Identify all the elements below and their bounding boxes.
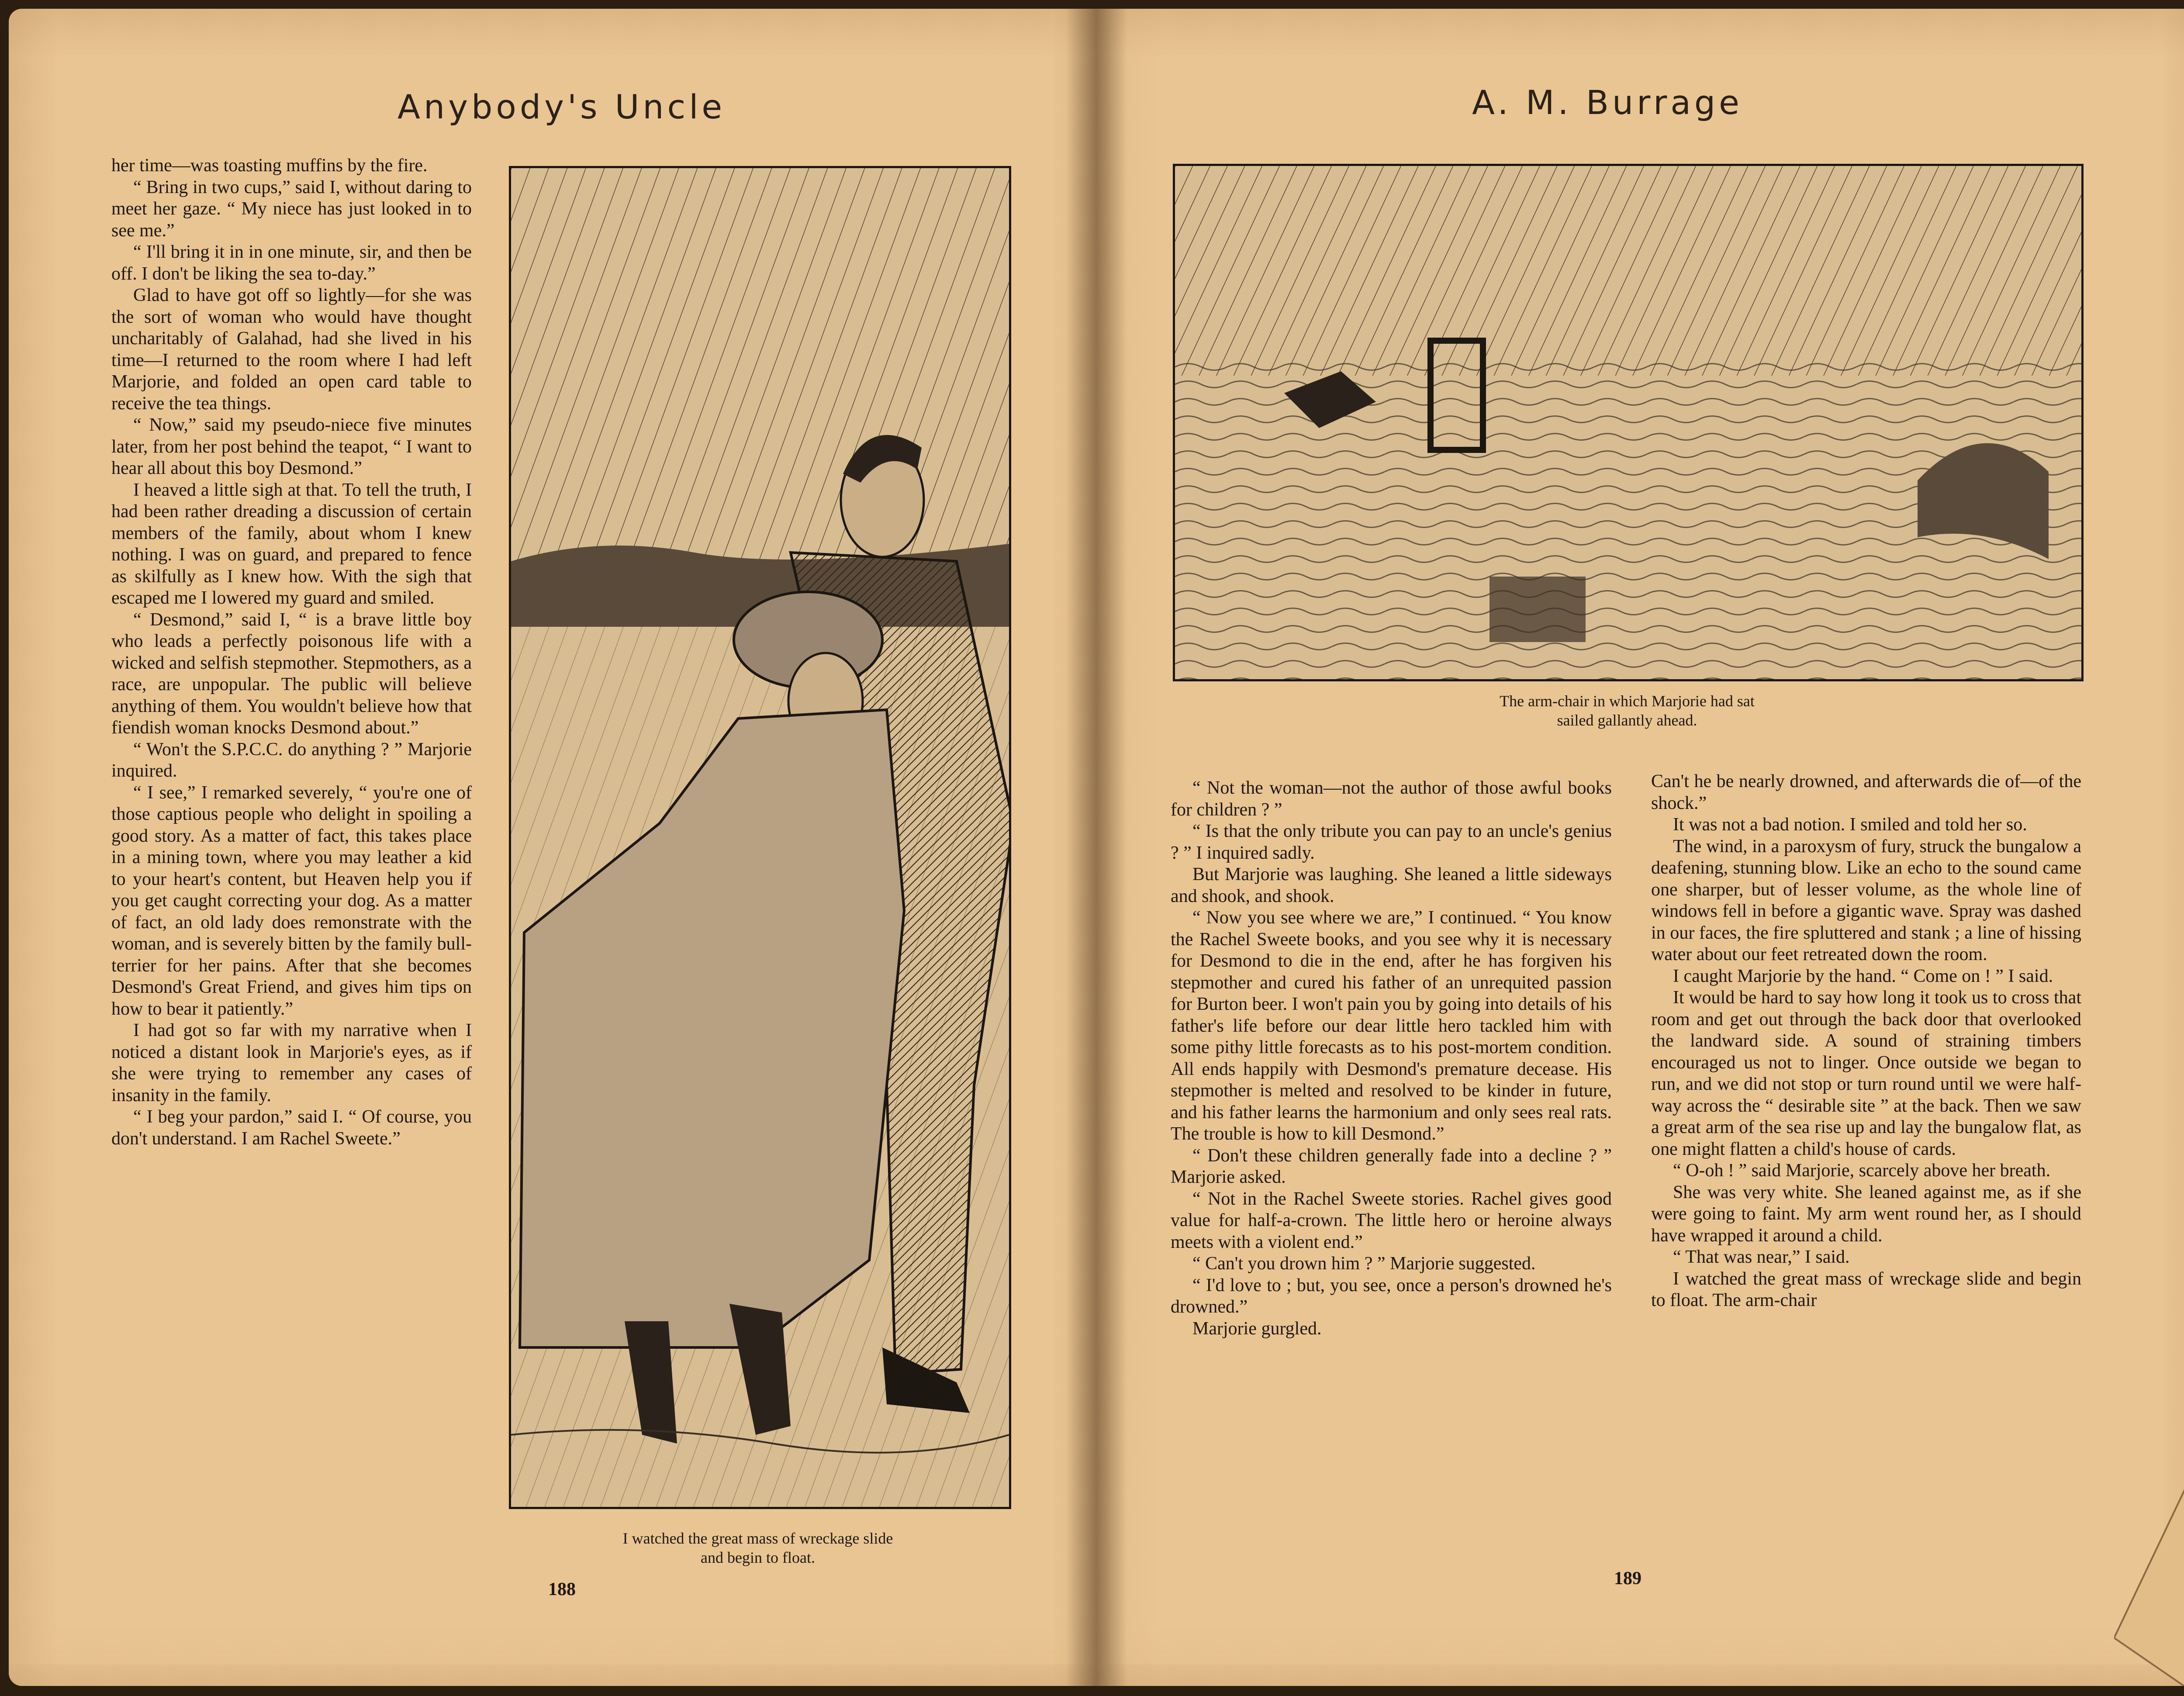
paragraph: “ O-oh ! ” said Marjorie, scarcely above her breath. xyxy=(1673,1161,2051,1181)
paragraph: “ I'll bring it in in one minute, sir, and then be off. I don't be liking the sea to-day.” xyxy=(111,242,472,284)
caption-line: sailed gallantly ahead. xyxy=(1557,712,1697,729)
paragraph: I caught Marjorie by the hand. “ Come on ! ” I said. xyxy=(1673,966,2053,986)
paragraph: “ I see,” I remarked severely, “ you're one of those captious people who delight in spoiling a good story. As a matter of fact, this takes place in a mining town, where you may leather a kid to your heart's content, but Heaven help you if you get caught correcting your dog. As a matter of fact, an old lady does remonstrate with the woman, and is severely bitten by the family bull-terrier for her pains. After that she becomes Desmond's Great Friend, and gives him tips on how to bear it patiently.” xyxy=(111,782,472,1019)
paragraph: She was very white. She leaned against me, as if she were going to faint. My arm went round her, as I should have wrapped it around a child. xyxy=(1651,1182,2081,1246)
caption-line: and begin to float. xyxy=(701,1549,815,1566)
paragraph: “ Bring in two cups,” said I, without daring to meet her gaze. “ My niece has just looked in to see me.” xyxy=(111,177,472,241)
paragraph: “ I'd love to ; but, you see, once a person's drowned he's drowned.” xyxy=(1171,1275,1612,1317)
paragraph: “ Is that the only tribute you can pay to an uncle's genius ? ” I inquired sadly. xyxy=(1171,821,1612,863)
paragraph: Marjorie gurgled. xyxy=(1192,1318,1322,1339)
paragraph: her time—was toasting muffins by the fire. xyxy=(111,155,428,176)
paragraph: “ Now you see where we are,” I continued. “ You know the Rachel Sweete books, and you see why it is necessary for Desmond to die in the end, after he has forgiven his stepmother and cured his father of an unrequited passion for Burton beer. I won't pain you by going into details of his father's life before our dear little hero tackled him with some pithy little forecasts as to his post-mortem condition. All ends happily with Desmond's premature decease. His stepmother is melted and resolved to be kinder in future, and his father learns the harmonium and only sees real rats. The trouble is how to kill Desmond.” xyxy=(1171,908,1612,1144)
right-text-column-2 xyxy=(1651,771,2081,1312)
paragraph: The wind, in a paroxysm of fury, struck the bungalow a deafening, stunning blow. Like an echo to the sound came one sharper, but of lesser volume, as the whole line of windows fell in before a gigantic wave. Spray was dashed in our faces, the fire spluttered and stank ; a line of hissing water about our feet retreated down the room. xyxy=(1651,836,2081,964)
paragraph: “ Won't the S.P.C.C. do anything ? ” Marjorie inquired. xyxy=(111,739,472,781)
caption-line: I watched the great mass of wreckage slide xyxy=(622,1530,893,1547)
right-illustration-caption xyxy=(1190,691,2064,730)
left-page-number: 188 xyxy=(548,1579,576,1599)
paragraph: Can't he be nearly drowned, and afterwards die of—of the shock.” xyxy=(1651,771,2081,813)
paragraph: I watched the great mass of wreckage slide and begin to float. The arm-chair xyxy=(1651,1268,2081,1310)
paragraph: I heaved a little sigh at that. To tell the truth, I had been rather dreading a discussion of certain members of the family, about whom I knew nothing. I was on guard, and prepared to fence as skilfully as I knew how. With the sigh that escaped me I lowered my guard and smiled. xyxy=(111,480,472,608)
left-illustration-caption xyxy=(531,1529,985,1567)
paragraph: “ That was near,” I said. xyxy=(1673,1247,1850,1267)
paragraph: But Marjorie was laughing. She leaned a little sideways and shook, and shook. xyxy=(1171,864,1612,906)
book-gutter xyxy=(1066,9,1127,1686)
paragraph: “ Not the woman—not the author of those awful books for children ? ” xyxy=(1171,778,1612,820)
right-page-number: 189 xyxy=(1614,1568,1641,1589)
paragraph: It would be hard to say how long it took us to cross that room and get out through the back door that overlooked the landward side. A sound of straining timbers encouraged us not to linger. Once outside we began to run, and we did not stop or turn round until we were half-way across the “ desirable site ” at the back. Then we saw a great arm of the sea rise up and lay the bungalow flat, as one might flatten a child's house of cards. xyxy=(1651,988,2081,1159)
paragraph: “ Can't you drown him ? ” Marjorie suggested. xyxy=(1192,1254,1536,1274)
paragraph: “ Don't these children generally fade into a decline ? ” Marjorie asked. xyxy=(1171,1145,1612,1187)
paragraph: “ I beg your pardon,” said I. “ Of course, you don't understand. I am Rachel Sweete.” xyxy=(111,1107,472,1149)
left-running-head: Anybody's Uncle xyxy=(397,87,726,126)
right-running-head: A. M. Burrage xyxy=(1472,83,1743,122)
left-text-column xyxy=(111,155,472,1150)
right-text-column-1 xyxy=(1171,777,1612,1340)
illustration-couple-in-storm xyxy=(509,166,1011,1509)
caption-line: The arm-chair in which Marjorie had sat xyxy=(1500,692,1755,710)
paragraph: “ Not in the Rachel Sweete stories. Rachel gives good value for half-a-crown. The little hero or heroine always meets with a violent end.” xyxy=(1171,1188,1612,1252)
paragraph: I had got so far with my narrative when I noticed a distant look in Marjorie's eyes, as if she were trying to remember any cases of insanity in the family. xyxy=(111,1020,472,1105)
paragraph: It was not a bad notion. I smiled and told her so. xyxy=(1673,815,2027,835)
paragraph: Glad to have got off so lightly—for she was the sort of woman who would have thought uncharitably of Galahad, had she lived in his time—I returned to the room where I had left Marjorie, and folded an open card table to receive the tea things. xyxy=(111,285,472,414)
paragraph: “ Desmond,” said I, “ is a brave little boy who leads a perfectly poisonous life with a wicked and selfish stepmother. Stepmothers, as a race, are unpopular. The public will believe anything of them. You wouldn't believe how that fiendish woman knocks Desmond about.” xyxy=(111,609,472,738)
folded-corner xyxy=(2114,1454,2184,1686)
paragraph: “ Now,” said my pseudo-niece five minutes later, from her post behind the teapot, “ I want to hear all about this boy Desmond.” xyxy=(111,415,472,478)
illustration-wreck-at-sea xyxy=(1173,164,2084,681)
